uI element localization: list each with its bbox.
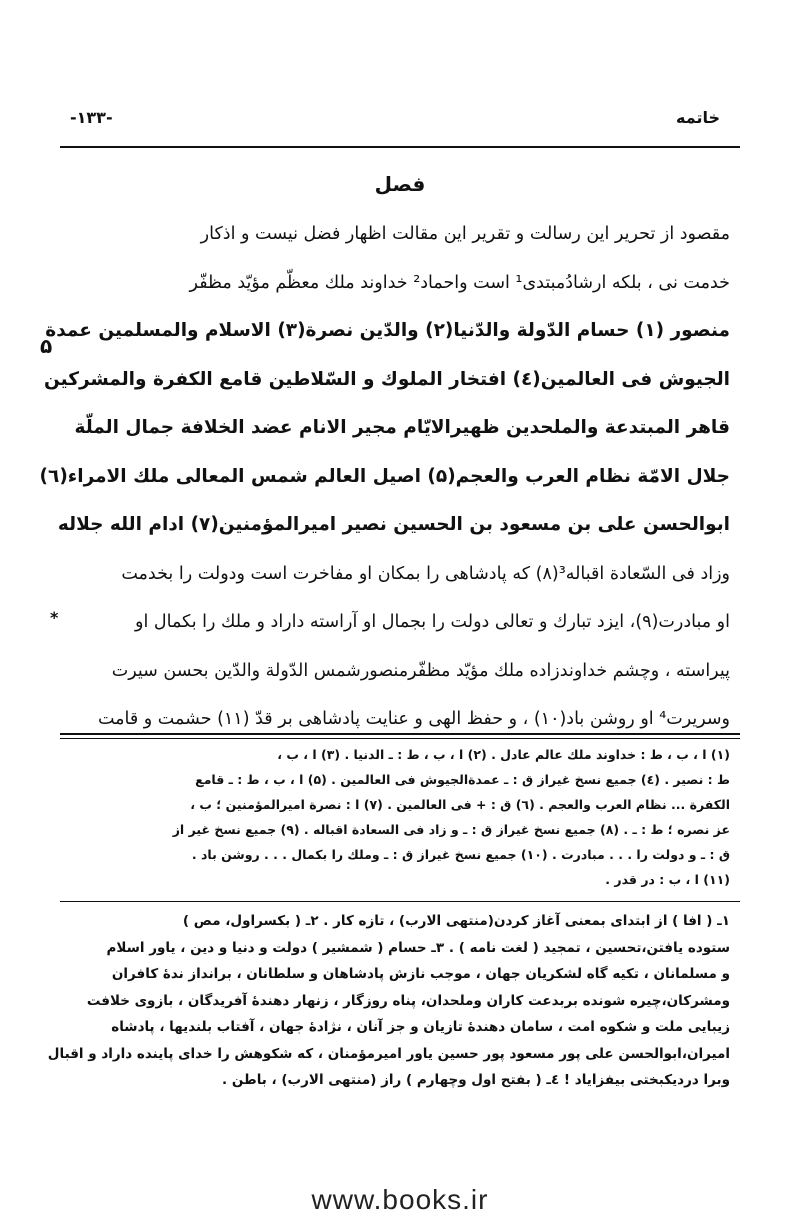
gloss-note-line: امیران،ابوالحسن علی پور مسعود پور حسین یاور امیرمؤمنان ، که شکوهش را خدای پاینده داراد و اقبال xyxy=(47,1045,730,1062)
variant-note-line: ط : نصیر . (٤) جمیع نسخ غیراز ق : ـ عمدةالجیوش فی العالمین . (۵) ا ، ب ، ط : ـ قامع xyxy=(195,772,730,787)
text-line: وسریرت⁴ او روشن باد(۱۰) ، و حفظ الهی و عنایت پادشاهی بر قدّ (۱۱) حشمت و قامت xyxy=(97,709,730,729)
gloss-note-line: ستوده یافتن،تحسین ، تمجید ( لغت نامه ) . ۳ـ حسام ( شمشیر ) دولت و دنیا و دین ، یاور اسلام xyxy=(106,939,730,956)
gloss-note-line: ومشرکان،چیره شونده بربدعت کاران وملحدان، پناه روزگار ، زنهار دهندهٔ آفریدگان ، بازوی خلافت xyxy=(86,992,730,1009)
gloss-note-line: ۱ـ ( افا ) از ابتدای بمعنی آغاز کردن(منتهی الارب) ، تازه کار . ۲ـ ( بکسراول، مص ) xyxy=(182,913,730,929)
text-line: مقصود از تحریر این رسالت و تقریر این مقالت اظهار فضل نیست و اذکار xyxy=(200,224,730,244)
running-head xyxy=(60,108,740,134)
variant-notes xyxy=(72,742,730,892)
text-line: منصور (۱) حسام الدّولة والدّنیا(۲) والدّین نصرة(۳) الاسلام والمسلمین عمدة xyxy=(45,320,730,341)
site-watermark: www.books.ir xyxy=(311,1184,489,1215)
variant-note-line: عز نصره ؛ ط : ـ . (۸) جمیع نسخ غیراز ق : ـ و زاد فی السعادة اقباله . (۹) جمیع نسخ غیر از xyxy=(172,822,730,837)
gloss-note-line: وبرا دردیکبختی بیفزایاد ! ٤ـ ( بفتح اول وچهارم ) راز (منتهی الارب) ، باطن . xyxy=(222,1072,730,1088)
text-line: قاهر المبتدعة والملحدین ظهیرالایّام مجیر الانام عضد الخلافة جمال الملّة xyxy=(74,417,730,438)
text-line: ابوالحسن علی بن مسعود بن الحسین نصیر امیرالمؤمنین(۷) ادام الله جلاله xyxy=(57,514,730,535)
star-marker: * xyxy=(50,608,59,627)
variant-note-line: (۱۱) ا ، ب : در قدر . xyxy=(605,872,730,887)
variant-note-line: الکفرة ... نظام العرب والعجم . (٦) ق : + فی العالمین . (۷) ا : نصرة امیرالمؤمنین ؛ ب ، xyxy=(190,797,730,812)
section-heading: فصل xyxy=(374,172,426,196)
text-line: او مبادرت(۹)، ایزد تبارك و تعالی دولت را بجمال او آراسته داراد و ملك را بکمال او xyxy=(135,612,730,632)
text-line: پیراسته ، وچشم خداوندزاده ملك مؤیّد مظفّرمنصورشمس الدّولة والدّین بحسن سیرت xyxy=(111,660,730,681)
text-line: خدمت نی ، بلکه ارشادُمبتدی¹ است واحماد² خداوند ملك معظّم مؤیّد مظفّر xyxy=(189,272,730,293)
text-line: الجیوش فی العالمین(٤) افتخار الملوك و السّلاطین قامع الکفرة والمشرکین xyxy=(44,368,730,390)
gloss-notes xyxy=(47,908,730,1094)
page-number: -۱۳۳- xyxy=(70,108,113,127)
footnote-rule-top xyxy=(60,733,740,735)
header-rule xyxy=(60,146,740,148)
gloss-note-line: زیبایی ملت و شکوه امت ، سامان دهندهٔ تازیان و جز آنان ، نژادهٔ جهان ، آفتاب بلندیها ، پادشاه xyxy=(111,1019,730,1035)
footnote-rule-middle xyxy=(60,901,740,902)
footnote-rule-top-thin xyxy=(60,738,740,739)
variant-note-line: ق : ـ و دولت را . . . مبادرت . (۱۰) جمیع نسخ غیراز ق : ـ وملك را بکمال . . . روشن باد . xyxy=(191,847,730,862)
variant-note-line: (۱) ا ، ب ، ط : خداوند ملك عالم عادل . (۲) ا ، ب ، ط : ـ الدنیا . (۳) ا ، ب ، xyxy=(277,747,730,762)
line-number-marker: ۵ xyxy=(40,334,53,358)
text-line: وزاد فی السّعادة اقباله³(۸) که پادشاهی را بمکان او مفاخرت است ودولت را بخدمت xyxy=(121,563,730,584)
gloss-note-line: و مسلمانان ، تکیه گاه لشکریان جهان ، موجب نازش پادشاهان و سلطانان ، برانداز ندهٔ کافران xyxy=(111,966,730,982)
chapter-title: خاتمه xyxy=(676,108,720,127)
main-text xyxy=(39,210,730,744)
text-line: جلال الامّة نظام العرب والعجم(۵) اصیل العالم شمس المعالی ملك الامراء(٦) xyxy=(39,465,730,487)
